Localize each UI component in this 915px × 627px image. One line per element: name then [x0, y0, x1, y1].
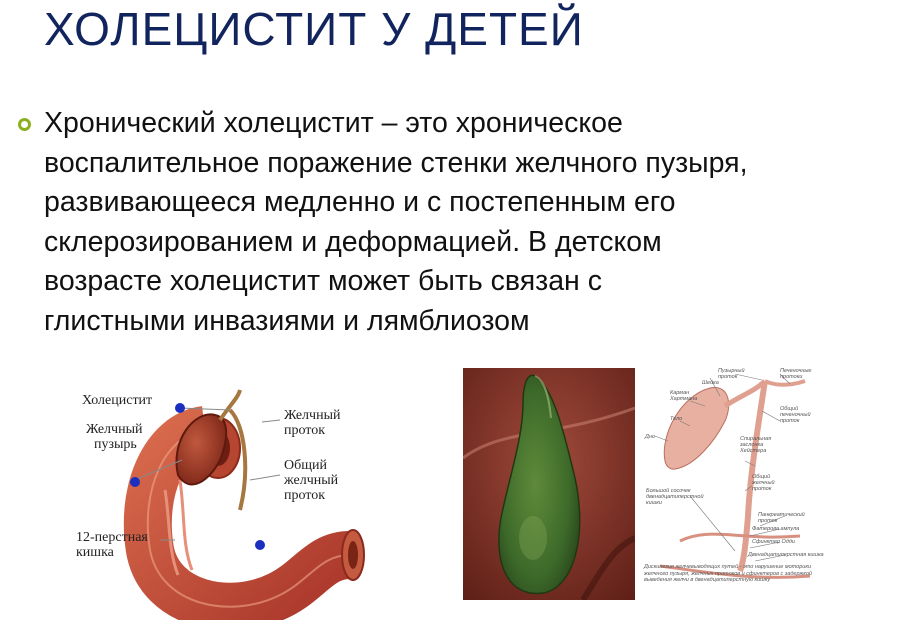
- marker-dot: [255, 540, 265, 550]
- paragraph-line: склерозированием и деформацией. В детском: [44, 225, 662, 258]
- label-common-hepatic-duct: Общий печеночный проток: [780, 406, 811, 424]
- label-hepatic-ducts: Печеночные протоки: [780, 368, 812, 380]
- bullet-icon: [18, 118, 31, 131]
- marker-dot: [175, 403, 185, 413]
- marker-dot: [130, 477, 140, 487]
- gallbladder-photo: [463, 368, 635, 600]
- label-duodenum-1: 12-перстная: [76, 530, 148, 545]
- diagram-caption: Дискинезия желчевыводящих путей - это нарушение моторики желчного пузыря, желчных протоков и сфинктеров с задержкой выведения желчи в двенадцатиперстную кишку: [644, 564, 812, 583]
- label-neck: Шейка: [702, 380, 719, 386]
- label-fundus: Дно: [645, 434, 655, 440]
- label-heister-valve: Спиральная заслонка Хейстера: [740, 436, 772, 454]
- gallbladder-anatomy-illustration: [70, 380, 380, 620]
- label-bile-duct-2: проток: [284, 423, 326, 438]
- label-common-duct-2: желчный: [284, 473, 339, 488]
- label-common-bile-duct: Общий желчный проток: [752, 474, 775, 492]
- label-ampulla: Фатерова ампула: [752, 526, 800, 532]
- biliary-tract-diagram: [640, 366, 825, 602]
- paragraph-line: воспалительное поражение стенки желчного пузыря,: [44, 146, 748, 179]
- label-cystic-duct: Пузырный проток: [718, 368, 745, 380]
- label-body: Тело: [670, 416, 683, 422]
- label-cholecystitis: Холецистит: [82, 393, 153, 408]
- label-pancreatic-duct: Панкреатический проток: [758, 512, 805, 524]
- label-oddi-sphincter: Сфинктер Одди: [752, 539, 795, 545]
- definition-paragraph: [44, 104, 904, 341]
- paragraph-line: глистными инвазиями и лямблиозом: [44, 304, 530, 337]
- label-hartmann-pouch: Карман Хартмана: [670, 390, 698, 402]
- label-duodenum-small: Двенадцатиперстная кишка: [748, 552, 824, 558]
- label-duodenum-2: кишка: [76, 545, 114, 560]
- paragraph-line: развивающееся медленно и с постепенным его: [44, 186, 676, 218]
- label-major-papilla: Большой сосочек двенадцатиперстной кишки: [646, 488, 704, 506]
- label-gallbladder-1: Желчный: [86, 422, 143, 437]
- label-common-duct-3: проток: [284, 488, 326, 503]
- paragraph-line: возрасте холецистит может быть связан с: [44, 265, 602, 297]
- label-gallbladder-2: пузырь: [94, 437, 137, 452]
- slide-title: ХОЛЕЦИСТИТ У ДЕТЕЙ: [44, 3, 584, 55]
- label-common-duct-1: Общий: [284, 458, 327, 473]
- label-bile-duct-1: Желчный: [284, 408, 341, 423]
- paragraph-line: Хронический холецистит – это хроническое: [44, 107, 623, 139]
